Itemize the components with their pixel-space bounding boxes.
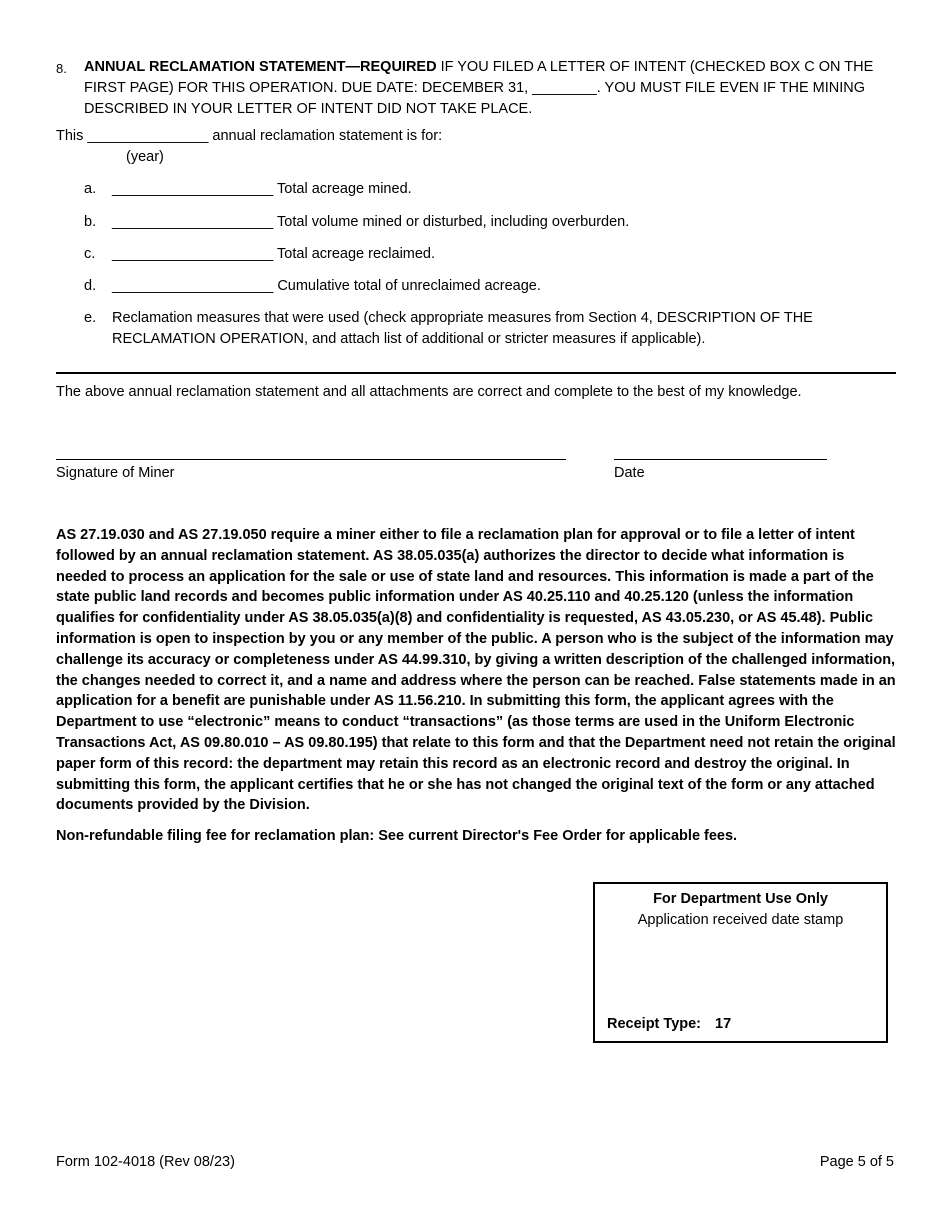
section-number: 8. <box>56 61 67 76</box>
item-reclamation-measures <box>84 308 894 350</box>
item-letter: c. <box>84 246 96 262</box>
item-letter: d. <box>84 278 97 294</box>
form-id: Form 102-4018 (Rev 08/23) <box>56 1154 235 1170</box>
section-8-heading <box>84 57 898 120</box>
date-field[interactable] <box>614 459 827 460</box>
year-statement-line[interactable]: This _______________ annual reclamation statement is for: <box>56 128 443 144</box>
receipt-type-value: 17 <box>715 1016 732 1032</box>
item-volume-mined[interactable] <box>84 212 894 233</box>
section-8-instructions: IF YOU FILED A LETTER OF INTENT (CHECKED BOX C ON THE FIRST PAGE) FOR THIS OPERATION. DUE DATE: DECEMBER 31, ________. YOU MUST FILE EVEN IF THE MINING DESCRIBED IN YOUR LETTER OF INTENT DID NOT TAKE PLACE. <box>84 59 874 117</box>
attestation-text: The above annual reclamation statement and all attachments are correct and complete to the best of my knowledge. <box>56 384 802 400</box>
department-use-box <box>593 882 888 1043</box>
item-letter: a. <box>84 181 97 197</box>
department-box-title: For Department Use Only <box>653 891 828 907</box>
item-text: ____________________ Cumulative total of unreclaimed acreage. <box>112 278 541 294</box>
page-number: Page 5 of 5 <box>819 1154 894 1170</box>
signature-label: Signature of Miner <box>56 465 175 481</box>
signature-field[interactable] <box>56 459 566 460</box>
fee-note: Non-refundable filing fee for reclamation plan: See current Director's Fee Order for applicable fees. <box>56 828 738 844</box>
item-acreage-mined[interactable] <box>84 179 894 200</box>
section-8-title: ANNUAL RECLAMATION STATEMENT—REQUIRED <box>84 59 437 75</box>
date-stamp-label: Application received date stamp <box>637 912 844 928</box>
item-text: ____________________ Total acreage reclaimed. <box>112 246 436 262</box>
item-text: ____________________ Total volume mined or disturbed, including overburden. <box>112 214 630 230</box>
receipt-type-label: Receipt Type: <box>607 1016 702 1032</box>
section-divider <box>56 372 896 374</box>
item-acreage-reclaimed[interactable] <box>84 244 894 265</box>
legal-notice: AS 27.19.030 and AS 27.19.050 require a miner either to file a reclamation plan for approval or to file a letter of intent followed by an annual reclamation statement. AS 38.05.035(a) authorizes the director to decide what information is needed to process an application for the sale or use of state land and resources. This information is made a part of the state public land records and becomes public information under AS 40.25.110 and 40.25.120 (unless the information qualifies for confidentiality under AS 38.05.035(a)(8) and confidentiality is requested, AS 43.05.230, or AS 45.48). Public information is open to inspection by you or any member of the public. A person who is the subject of the information may challenge its accuracy or completeness under AS 44.99.310, by giving a written description of the challenged information, the changes needed to correct it, and a name and address where the person can be reached. False statements made in an application for a benefit are punishable under AS 11.56.210. In submitting this form, the applicant agrees with the Department to use “electronic” means to conduct “transactions” (as those terms are used in the Uniform Electronic Transactions Act, AS 09.80.010 – AS 09.80.195) that relate to this form and that the Department need not retain the original paper form of this record: the department may retain this record as an electronic record and destroy the original. In submitting this form, the applicant certifies that he or she has not changed the original text of the form or any attached documents provided by the Division. <box>56 527 896 814</box>
receipt-type <box>607 1016 731 1032</box>
section-8 <box>56 57 898 120</box>
item-unreclaimed-acreage[interactable] <box>84 276 894 297</box>
item-letter: b. <box>84 214 97 230</box>
item-text: Reclamation measures that were used (check appropriate measures from Section 4, DESCRIPTION OF THE RECLAMATION OPERATION, and attach list of additional or stricter measures if applicable). <box>112 310 813 347</box>
date-label: Date <box>614 465 645 481</box>
item-text: ____________________ Total acreage mined. <box>112 181 412 197</box>
year-label: (year) <box>126 149 164 165</box>
item-letter: e. <box>84 310 97 326</box>
